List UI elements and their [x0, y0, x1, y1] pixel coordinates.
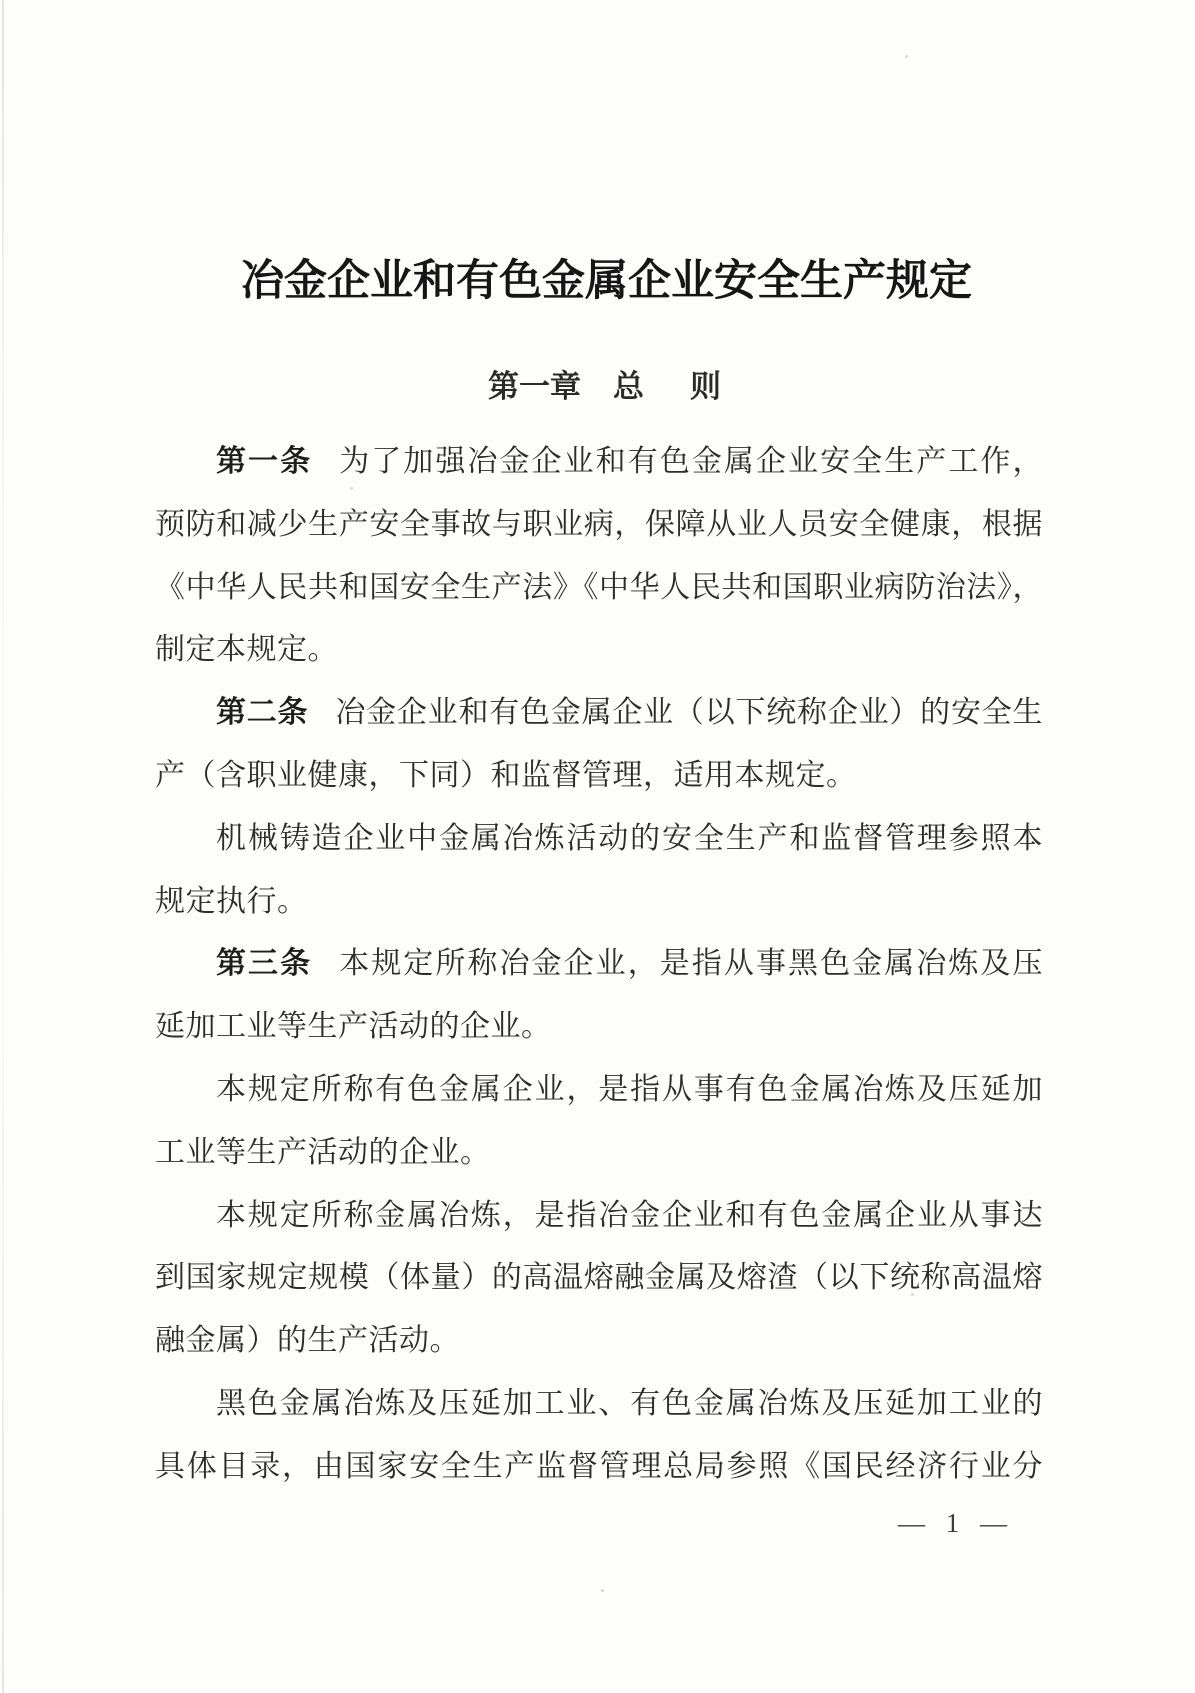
article-number: 第一条 [216, 445, 313, 478]
line-text: 延加工业等生产活动的企业。 [155, 1010, 552, 1044]
line-text: 本规定所称有色金属企业，是指从事有色金属冶炼及压延加 [216, 1072, 1043, 1106]
line-text: 融金属）的生产活动。 [155, 1324, 460, 1358]
scan-speckle [905, 55, 908, 58]
text-line [155, 996, 1043, 1059]
line-text: 规定执行。 [155, 884, 308, 918]
text-line [155, 1059, 1043, 1122]
line-text: 本规定所称冶金企业，是指从事黑色金属冶炼及压 [339, 947, 1043, 981]
document-body [155, 431, 1043, 1499]
line-text: 产（含职业健康，下同）和监督管理，适用本规定。 [155, 758, 857, 792]
text-line [155, 871, 1043, 934]
line-text: 《中华人民共和国安全生产法》《中华人民共和国职业病防治法》， [155, 570, 1043, 604]
line-text: 具体目录，由国家安全生产监督管理总局参照《国民经济行业分 [155, 1449, 1043, 1483]
scan-speckle [601, 1589, 604, 1592]
text-line [155, 1310, 1043, 1373]
article-number: 第三条 [216, 947, 313, 981]
text-line [155, 619, 1043, 682]
text-line [155, 1247, 1043, 1310]
text-line [155, 682, 1043, 745]
line-text: 到国家规定规模（体量）的高温熔融金属及熔渣（以下统称高温熔 [155, 1261, 1043, 1295]
line-text: 预防和减少生产安全事故与职业病，保障从业人员安全健康，根据 [155, 507, 1043, 541]
text-line [155, 431, 1043, 494]
line-text: 为了加强冶金企业和有色金属企业安全生产工作， [339, 445, 1043, 478]
text-line [155, 1185, 1043, 1248]
document-title: 冶金企业和有色金属企业安全生产规定 [241, 258, 972, 305]
text-line [155, 557, 1043, 620]
line-text: 冶金企业和有色金属企业（以下统称企业）的安全生 [335, 696, 1043, 730]
text-line [155, 1436, 1043, 1499]
text-line [155, 808, 1043, 871]
article-number: 第二条 [216, 696, 309, 730]
line-text: 黑色金属冶炼及压延加工业、有色金属冶炼及压延加工业的 [216, 1386, 1043, 1420]
text-line [155, 1122, 1043, 1185]
text-line [155, 1373, 1043, 1436]
chapter-word-1: 总 [613, 369, 644, 404]
chapter-number: 第一章 [488, 369, 581, 404]
text-line [155, 494, 1043, 557]
line-text: 机械铸造企业中金属冶炼活动的安全生产和监督管理参照本 [216, 821, 1043, 855]
chapter-heading [488, 361, 721, 406]
text-line [155, 933, 1043, 996]
line-text: 本规定所称金属冶炼，是指冶金企业和有色金属企业从事达 [216, 1198, 1043, 1232]
line-text: 工业等生产活动的企业。 [155, 1135, 491, 1169]
chapter-word-2: 则 [690, 369, 721, 404]
line-text: 制定本规定。 [155, 633, 338, 667]
scan-edge-artifact [2, 0, 4, 1693]
text-line [155, 745, 1043, 808]
page-number: — 1 — [898, 1508, 1014, 1538]
